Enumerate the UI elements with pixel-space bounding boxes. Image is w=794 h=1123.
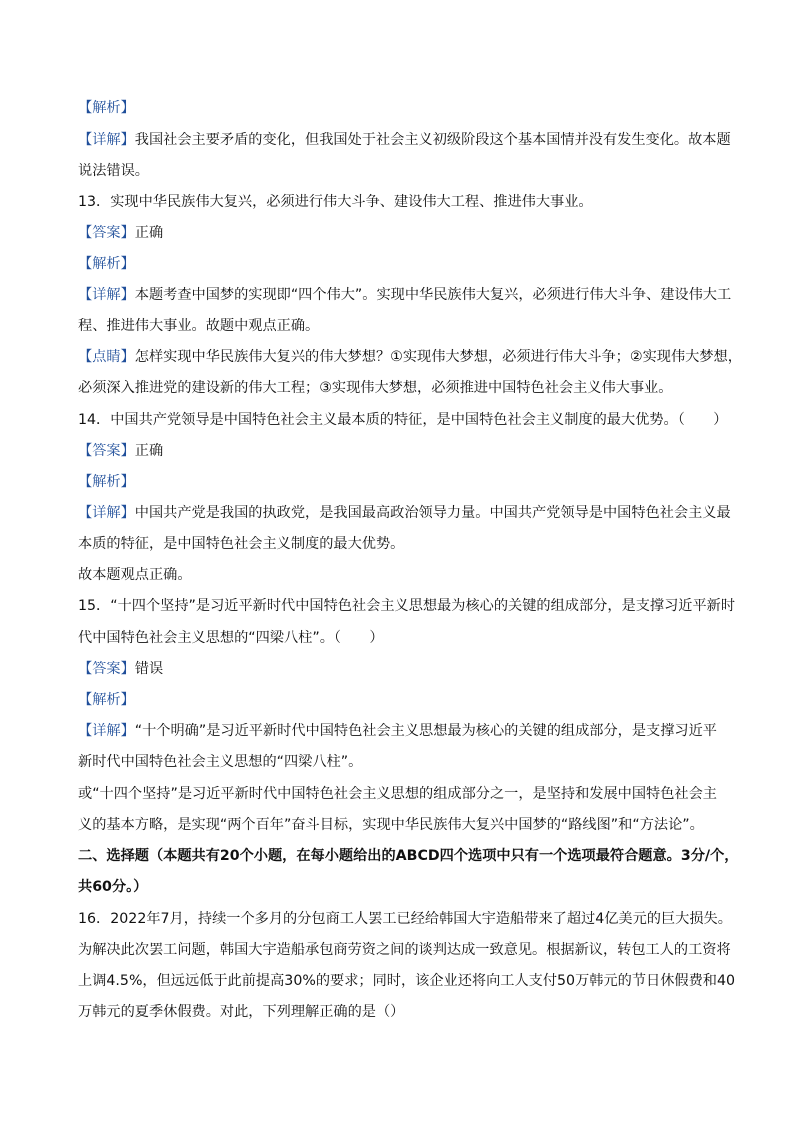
line-text: 本题考查中国梦的实现即“四个伟大”。实现中华民族伟大复兴，必须进行伟大斗争、建设伟大工 [134, 287, 732, 303]
text-line [78, 503, 731, 523]
line-text: 我国社会主要矛盾的变化，但我国处于社会主义初级阶段这个基本国情并没有发生变化。故本题 [134, 132, 731, 148]
tag-label: 【解析】 [78, 474, 135, 490]
line-text: 万韩元的夏季休假费。对此，下列理解正确的是（） [78, 1004, 405, 1020]
line-text: 义的基本方略，是实现“两个百年”奋斗目标，实现中华民族伟大复兴中国梦的“路线图”和“方法论”。 [78, 817, 704, 833]
answer-value: 错误 [134, 661, 164, 677]
analysis-heading [78, 254, 728, 274]
text-line [78, 752, 728, 772]
question-15 [78, 596, 736, 616]
text-line [78, 565, 728, 585]
analysis-heading [78, 690, 728, 710]
text-line [78, 721, 728, 741]
text-line [78, 316, 728, 336]
line-text: 共60分。） [78, 879, 148, 895]
line-text: 本质的特征，是中国特色社会主义制度的最大优势。 [78, 536, 405, 552]
answer-line [78, 441, 728, 461]
line-text: 代中国特色社会主义思想的“四梁八柱”。（ ） [78, 630, 384, 646]
tag-label: 【解析】 [78, 256, 135, 272]
text-line [78, 784, 728, 804]
text-line [78, 628, 728, 648]
answer-value: 正确 [134, 443, 164, 459]
question-13 [78, 192, 728, 212]
text-line [78, 940, 731, 960]
question-14 [78, 410, 728, 430]
question-16 [78, 909, 732, 929]
line-text: 15．“十四个坚持”是习近平新时代中国特色社会主义思想最为核心的关键的组成部分，是支撑习近平新时 [78, 598, 736, 614]
answer-value: 正确 [134, 225, 164, 241]
line-text: 程、推进伟大事业。故题中观点正确。 [78, 318, 320, 334]
tag-label: 【详解】 [78, 132, 135, 148]
tag-label: 【答案】 [78, 661, 135, 677]
line-text: 怎样实现中华民族伟大复兴的伟大梦想？①实现伟大梦想，必须进行伟大斗争；②实现伟大梦想， [134, 349, 742, 365]
tag-label: 【答案】 [78, 225, 135, 241]
answer-line [78, 223, 728, 243]
text-line [78, 534, 728, 554]
line-text: 说法错误。 [78, 163, 149, 179]
line-text: 或“十四个坚持”是习近平新时代中国特色社会主义思想的组成部分之一，是坚持和发展中国特色社会主 [78, 786, 717, 802]
line-text: 中国共产党是我国的执政党，是我国最高政治领导力量。中国共产党领导是中国特色社会主义最 [134, 505, 731, 521]
tag-label: 【点睛】 [78, 349, 135, 365]
text-line [78, 285, 732, 305]
section-heading [78, 877, 728, 897]
answer-line [78, 659, 728, 679]
text-line [78, 1002, 728, 1022]
text-line [78, 971, 735, 991]
line-text: 必须深入推进党的建设新的伟大工程；③实现伟大梦想，必须推进中国特色社会主义伟大事业。 [78, 380, 673, 396]
line-text: 16．2022年7月，持续一个多月的分包商工人罢工已经给韩国大宇造船带来了超过4亿美元的巨大损失。 [78, 911, 732, 927]
tag-label: 【解析】 [78, 692, 135, 708]
text-line [78, 130, 731, 150]
line-text: 上调4.5%，但远远低于此前提高30%的要求；同时，该企业还将向工人支付50万韩元的节日休假费和40 [78, 973, 735, 989]
tag-label: 【解析】 [78, 100, 135, 116]
tag-label: 【详解】 [78, 287, 135, 303]
section-heading [78, 846, 739, 866]
analysis-heading [78, 472, 728, 492]
line-text: 新时代中国特色社会主义思想的“四梁八柱”。 [78, 754, 363, 770]
text-line [78, 815, 728, 835]
text-line [78, 347, 742, 367]
line-text: 13．实现中华民族伟大复兴，必须进行伟大斗争、建设伟大工程、推进伟大事业。 [78, 194, 593, 210]
analysis-heading [78, 98, 728, 118]
line-text: 14．中国共产党领导是中国特色社会主义最本质的特征，是中国特色社会主义制度的最大优势。（ ） [78, 412, 728, 428]
line-text: “十个明确”是习近平新时代中国特色社会主义思想最为核心的关键的组成部分，是支撑习近平 [134, 723, 717, 739]
tag-label: 【详解】 [78, 723, 135, 739]
line-text: 故本题观点正确。 [78, 567, 192, 583]
text-line [78, 161, 728, 181]
tag-label: 【答案】 [78, 443, 135, 459]
line-text: 为解决此次罢工问题，韩国大宇造船承包商劳资之间的谈判达成一致意见。根据新议，转包工人的工资将 [78, 942, 731, 958]
text-line [78, 378, 728, 398]
tag-label: 【详解】 [78, 505, 135, 521]
line-text: 二、选择题（本题共有20个小题，在每小题给出的ABCD四个选项中只有一个选项最符合题意。3分/个， [78, 848, 739, 864]
